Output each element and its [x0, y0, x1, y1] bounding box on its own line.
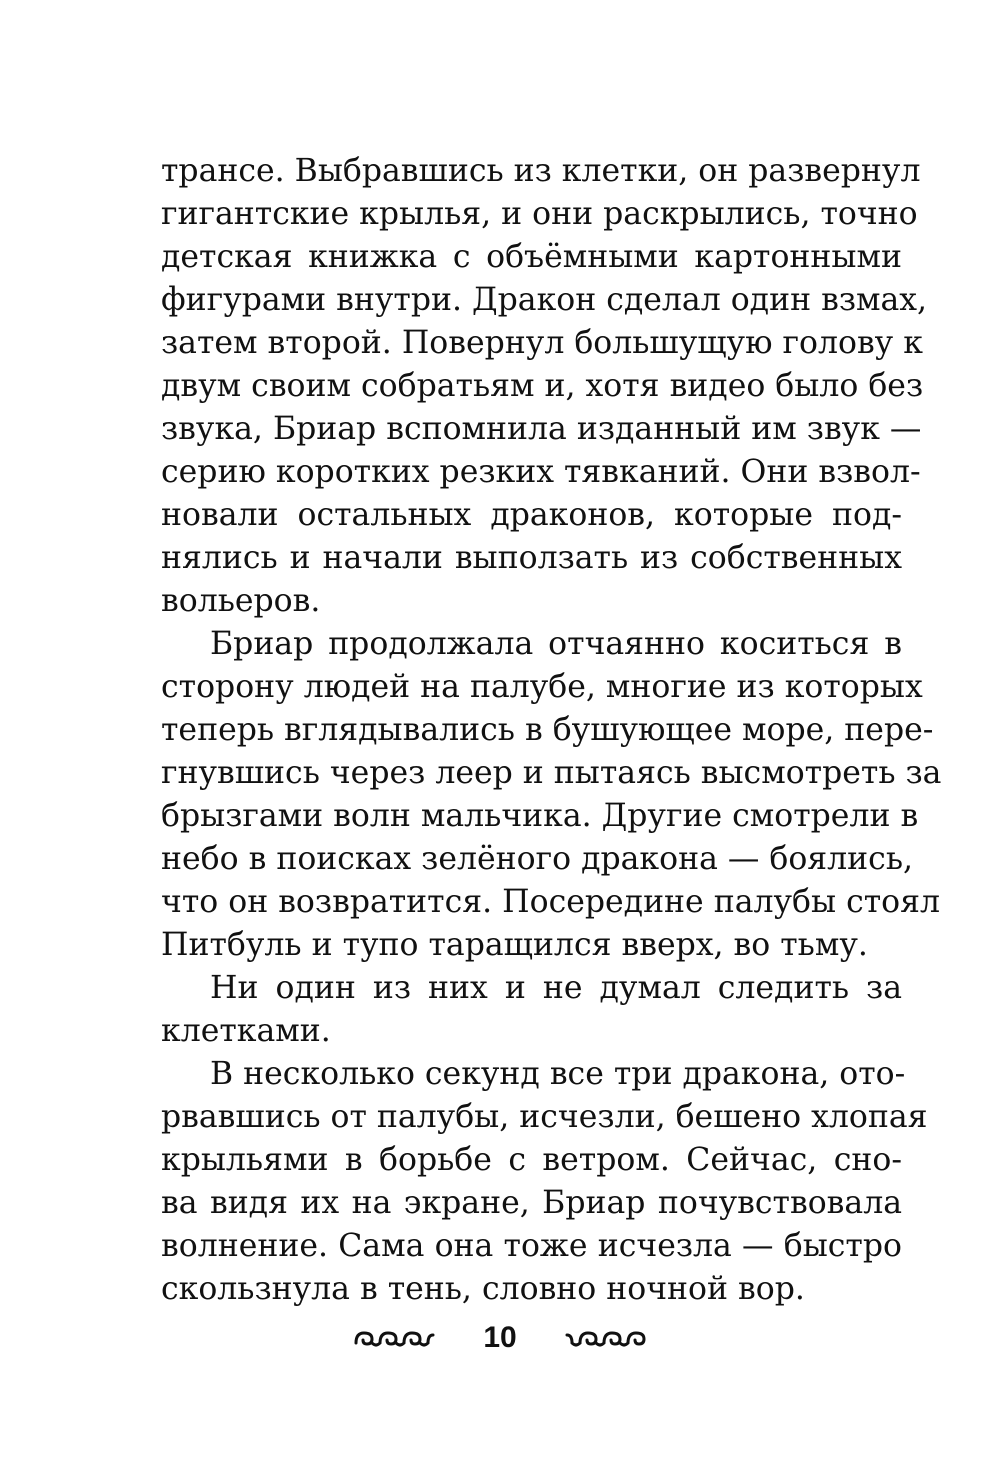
page-number: 10 [483, 1321, 517, 1354]
text-line: сторону людей на палубе, многие из которых [161, 669, 923, 705]
text-line: Питбуль и тупо таращился вверх, во тьму. [161, 927, 868, 963]
paragraph-2 [161, 623, 942, 967]
text-line: волнение. Сама она тоже исчезла — быстро [161, 1228, 902, 1264]
scroll-wave-ornament-left-icon [354, 1327, 436, 1349]
page-footer [0, 1318, 1000, 1358]
paragraph-1 [161, 150, 928, 623]
text-line: гнувшись через леер и пытаясь высмотреть за [161, 755, 942, 791]
text-line: Бриар продолжала отчаянно коситься в [210, 626, 902, 662]
text-line: небо в поисках зелёного дракона — боялись, [161, 841, 913, 877]
text-line: фигурами внутри. Дракон сделал один взмах, [161, 282, 928, 318]
paragraph-4 [161, 1053, 928, 1311]
page-body [161, 150, 942, 1311]
scroll-wave-ornament-right-icon [564, 1327, 646, 1349]
text-line: вольеров. [161, 583, 321, 619]
text-line: детская книжка с объёмными картонными [161, 239, 902, 275]
text-line: скользнула в тень, словно ночной вор. [161, 1271, 805, 1307]
text-line: что он возвратится. Посередине палубы стоял [161, 884, 940, 920]
paragraph-3 [161, 967, 902, 1053]
text-line: брызгами волн мальчика. Другие смотрели в [161, 798, 919, 834]
text-line: затем второй. Повернул большущую голову к [161, 325, 923, 361]
text-line: крыльями в борьбе с ветром. Сейчас, сно- [161, 1142, 902, 1178]
text-line: гигантские крылья, и они раскрылись, точно [161, 196, 918, 232]
text-line: рвавшись от палубы, исчезли, бешено хлопая [161, 1099, 928, 1135]
text-line: ва видя их на экране, Бриар почувствовала [161, 1185, 902, 1221]
text-line: двум своим собратьям и, хотя видео было без [161, 368, 924, 404]
text-line: клетками. [161, 1013, 331, 1049]
text-line: В несколько секунд все три дракона, ото- [210, 1056, 906, 1092]
text-line: нялись и начали выползать из собственных [161, 540, 902, 576]
text-line: новали остальных драконов, которые под- [161, 497, 902, 533]
text-line: Ни один из них и не думал следить за [210, 970, 902, 1006]
text-line: звука, Бриар вспомнила изданный им звук — [161, 411, 922, 447]
text-line: теперь вглядывались в бушующее море, пере- [161, 712, 934, 748]
text-line: трансе. Выбравшись из клетки, он развернул [161, 153, 921, 189]
text-line: серию коротких резких тявканий. Они взвол- [161, 454, 921, 490]
